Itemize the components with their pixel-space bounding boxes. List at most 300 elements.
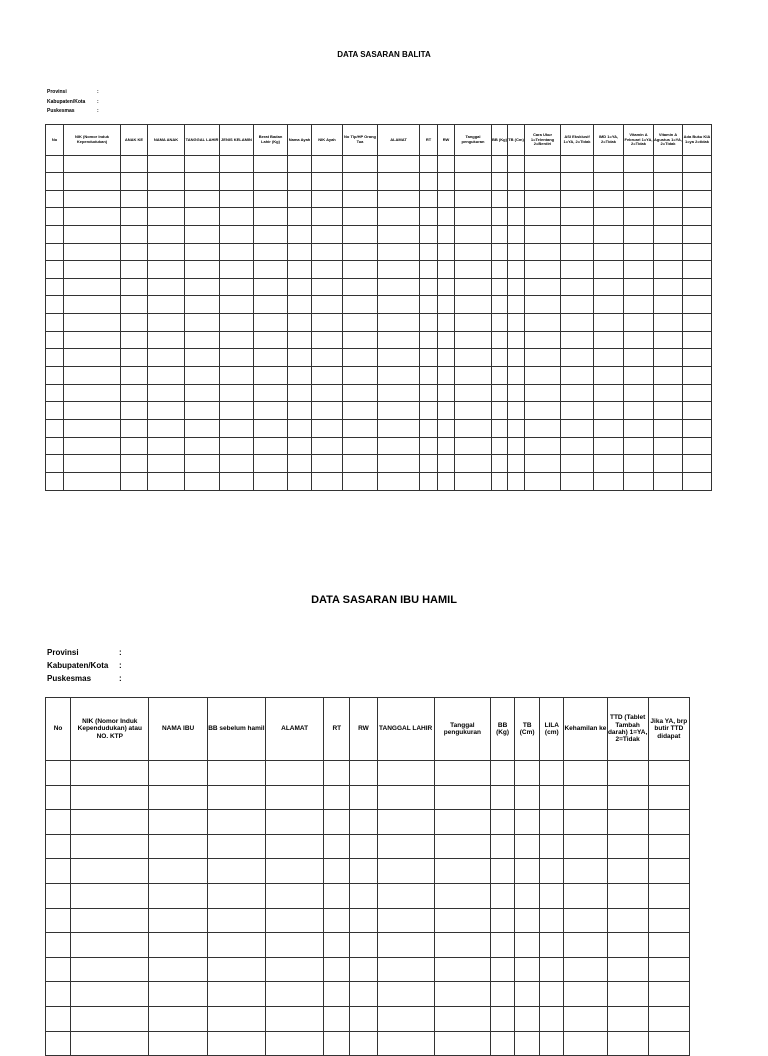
table-cell[interactable] xyxy=(378,437,420,455)
table-cell[interactable] xyxy=(121,314,148,332)
table-cell[interactable] xyxy=(540,761,564,786)
table-cell[interactable] xyxy=(220,225,254,243)
table-cell[interactable] xyxy=(438,402,455,420)
table-cell[interactable] xyxy=(220,296,254,314)
table-cell[interactable] xyxy=(525,156,561,173)
table-cell[interactable] xyxy=(207,982,265,1007)
table-cell[interactable] xyxy=(525,278,561,296)
table-cell[interactable] xyxy=(594,331,624,349)
table-cell[interactable] xyxy=(46,296,64,314)
table-cell[interactable] xyxy=(148,437,185,455)
table-cell[interactable] xyxy=(377,761,434,786)
table-cell[interactable] xyxy=(378,455,420,473)
table-cell[interactable] xyxy=(561,455,594,473)
table-cell[interactable] xyxy=(508,243,525,261)
table-cell[interactable] xyxy=(46,243,64,261)
table-cell[interactable] xyxy=(683,296,712,314)
table-cell[interactable] xyxy=(492,472,508,490)
table-cell[interactable] xyxy=(343,296,378,314)
table-cell[interactable] xyxy=(455,296,492,314)
table-cell[interactable] xyxy=(648,859,689,884)
table-cell[interactable] xyxy=(540,982,564,1007)
table-cell[interactable] xyxy=(121,384,148,402)
table-cell[interactable] xyxy=(46,261,64,279)
table-cell[interactable] xyxy=(648,785,689,810)
table-cell[interactable] xyxy=(654,190,683,208)
table-cell[interactable] xyxy=(515,883,540,908)
table-cell[interactable] xyxy=(540,933,564,958)
table-cell[interactable] xyxy=(266,982,324,1007)
table-cell[interactable] xyxy=(377,810,434,835)
table-cell[interactable] xyxy=(492,296,508,314)
table-cell[interactable] xyxy=(540,785,564,810)
table-cell[interactable] xyxy=(607,908,648,933)
table-cell[interactable] xyxy=(624,173,654,191)
table-cell[interactable] xyxy=(220,190,254,208)
table-cell[interactable] xyxy=(288,331,312,349)
table-cell[interactable] xyxy=(492,190,508,208)
table-cell[interactable] xyxy=(149,957,207,982)
table-cell[interactable] xyxy=(564,859,607,884)
table-cell[interactable] xyxy=(207,933,265,958)
table-cell[interactable] xyxy=(564,957,607,982)
table-cell[interactable] xyxy=(438,437,455,455)
table-cell[interactable] xyxy=(350,1006,377,1031)
table-cell[interactable] xyxy=(343,261,378,279)
table-cell[interactable] xyxy=(434,908,490,933)
table-cell[interactable] xyxy=(377,834,434,859)
table-cell[interactable] xyxy=(648,883,689,908)
table-cell[interactable] xyxy=(148,261,185,279)
table-cell[interactable] xyxy=(64,331,121,349)
table-cell[interactable] xyxy=(455,156,492,173)
table-cell[interactable] xyxy=(254,472,288,490)
table-cell[interactable] xyxy=(540,883,564,908)
table-cell[interactable] xyxy=(148,455,185,473)
table-cell[interactable] xyxy=(564,834,607,859)
table-cell[interactable] xyxy=(71,982,149,1007)
table-cell[interactable] xyxy=(564,761,607,786)
table-cell[interactable] xyxy=(525,472,561,490)
table-cell[interactable] xyxy=(220,367,254,385)
table-cell[interactable] xyxy=(312,349,343,367)
table-cell[interactable] xyxy=(254,156,288,173)
table-cell[interactable] xyxy=(420,296,438,314)
table-cell[interactable] xyxy=(508,278,525,296)
table-cell[interactable] xyxy=(254,208,288,226)
table-cell[interactable] xyxy=(220,437,254,455)
table-cell[interactable] xyxy=(491,957,515,982)
table-cell[interactable] xyxy=(148,225,185,243)
table-cell[interactable] xyxy=(683,190,712,208)
table-cell[interactable] xyxy=(438,419,455,437)
table-cell[interactable] xyxy=(540,957,564,982)
table-cell[interactable] xyxy=(594,419,624,437)
table-cell[interactable] xyxy=(312,208,343,226)
table-cell[interactable] xyxy=(64,384,121,402)
table-cell[interactable] xyxy=(378,349,420,367)
table-cell[interactable] xyxy=(561,296,594,314)
table-cell[interactable] xyxy=(220,261,254,279)
table-cell[interactable] xyxy=(377,1031,434,1056)
table-cell[interactable] xyxy=(492,367,508,385)
table-cell[interactable] xyxy=(254,261,288,279)
table-cell[interactable] xyxy=(434,982,490,1007)
table-cell[interactable] xyxy=(312,296,343,314)
table-cell[interactable] xyxy=(266,883,324,908)
table-cell[interactable] xyxy=(288,225,312,243)
table-cell[interactable] xyxy=(564,1031,607,1056)
table-cell[interactable] xyxy=(648,908,689,933)
table-cell[interactable] xyxy=(46,278,64,296)
table-cell[interactable] xyxy=(350,761,377,786)
table-cell[interactable] xyxy=(288,243,312,261)
table-cell[interactable] xyxy=(46,402,64,420)
table-cell[interactable] xyxy=(564,1006,607,1031)
table-cell[interactable] xyxy=(683,419,712,437)
table-cell[interactable] xyxy=(343,419,378,437)
table-cell[interactable] xyxy=(492,455,508,473)
table-cell[interactable] xyxy=(324,834,350,859)
table-cell[interactable] xyxy=(654,472,683,490)
table-cell[interactable] xyxy=(624,190,654,208)
table-cell[interactable] xyxy=(525,243,561,261)
table-cell[interactable] xyxy=(288,156,312,173)
table-cell[interactable] xyxy=(288,455,312,473)
table-cell[interactable] xyxy=(185,384,220,402)
table-cell[interactable] xyxy=(607,810,648,835)
table-cell[interactable] xyxy=(420,190,438,208)
table-cell[interactable] xyxy=(654,225,683,243)
table-cell[interactable] xyxy=(683,367,712,385)
table-cell[interactable] xyxy=(455,419,492,437)
table-cell[interactable] xyxy=(378,225,420,243)
table-cell[interactable] xyxy=(343,455,378,473)
table-cell[interactable] xyxy=(46,883,71,908)
table-cell[interactable] xyxy=(508,455,525,473)
table-cell[interactable] xyxy=(266,1031,324,1056)
table-cell[interactable] xyxy=(220,402,254,420)
table-cell[interactable] xyxy=(71,810,149,835)
table-cell[interactable] xyxy=(71,859,149,884)
table-cell[interactable] xyxy=(312,243,343,261)
table-cell[interactable] xyxy=(624,455,654,473)
table-cell[interactable] xyxy=(288,173,312,191)
table-cell[interactable] xyxy=(508,314,525,332)
table-cell[interactable] xyxy=(491,859,515,884)
table-cell[interactable] xyxy=(420,208,438,226)
table-cell[interactable] xyxy=(624,331,654,349)
table-cell[interactable] xyxy=(508,384,525,402)
table-cell[interactable] xyxy=(324,957,350,982)
table-cell[interactable] xyxy=(455,243,492,261)
table-cell[interactable] xyxy=(438,367,455,385)
table-cell[interactable] xyxy=(508,419,525,437)
table-cell[interactable] xyxy=(312,261,343,279)
table-cell[interactable] xyxy=(220,243,254,261)
table-cell[interactable] xyxy=(121,190,148,208)
table-cell[interactable] xyxy=(455,472,492,490)
table-cell[interactable] xyxy=(624,243,654,261)
table-cell[interactable] xyxy=(683,472,712,490)
table-cell[interactable] xyxy=(492,208,508,226)
table-cell[interactable] xyxy=(266,1006,324,1031)
table-cell[interactable] xyxy=(434,785,490,810)
table-cell[interactable] xyxy=(64,243,121,261)
table-cell[interactable] xyxy=(207,834,265,859)
table-cell[interactable] xyxy=(508,331,525,349)
table-cell[interactable] xyxy=(607,785,648,810)
table-cell[interactable] xyxy=(64,261,121,279)
table-cell[interactable] xyxy=(343,156,378,173)
table-cell[interactable] xyxy=(420,402,438,420)
table-cell[interactable] xyxy=(508,208,525,226)
table-cell[interactable] xyxy=(185,314,220,332)
table-cell[interactable] xyxy=(508,173,525,191)
table-cell[interactable] xyxy=(343,437,378,455)
table-cell[interactable] xyxy=(378,243,420,261)
table-cell[interactable] xyxy=(491,810,515,835)
table-cell[interactable] xyxy=(561,331,594,349)
table-cell[interactable] xyxy=(377,883,434,908)
table-cell[interactable] xyxy=(378,419,420,437)
table-cell[interactable] xyxy=(564,982,607,1007)
table-cell[interactable] xyxy=(312,278,343,296)
table-cell[interactable] xyxy=(121,156,148,173)
table-cell[interactable] xyxy=(515,1006,540,1031)
table-cell[interactable] xyxy=(350,810,377,835)
table-cell[interactable] xyxy=(343,173,378,191)
table-cell[interactable] xyxy=(207,810,265,835)
table-cell[interactable] xyxy=(607,761,648,786)
table-cell[interactable] xyxy=(64,349,121,367)
table-cell[interactable] xyxy=(594,437,624,455)
table-cell[interactable] xyxy=(420,261,438,279)
table-cell[interactable] xyxy=(648,761,689,786)
table-cell[interactable] xyxy=(149,859,207,884)
table-cell[interactable] xyxy=(378,314,420,332)
table-cell[interactable] xyxy=(654,208,683,226)
table-cell[interactable] xyxy=(185,156,220,173)
table-cell[interactable] xyxy=(515,908,540,933)
table-cell[interactable] xyxy=(350,1031,377,1056)
table-cell[interactable] xyxy=(561,402,594,420)
table-cell[interactable] xyxy=(64,156,121,173)
table-cell[interactable] xyxy=(434,810,490,835)
table-cell[interactable] xyxy=(185,402,220,420)
table-cell[interactable] xyxy=(434,859,490,884)
table-cell[interactable] xyxy=(350,859,377,884)
table-cell[interactable] xyxy=(515,1031,540,1056)
table-cell[interactable] xyxy=(438,278,455,296)
table-cell[interactable] xyxy=(508,349,525,367)
table-cell[interactable] xyxy=(207,1031,265,1056)
table-cell[interactable] xyxy=(654,156,683,173)
table-cell[interactable] xyxy=(515,933,540,958)
table-cell[interactable] xyxy=(455,437,492,455)
table-cell[interactable] xyxy=(324,883,350,908)
table-cell[interactable] xyxy=(254,419,288,437)
table-cell[interactable] xyxy=(438,349,455,367)
table-cell[interactable] xyxy=(288,437,312,455)
table-cell[interactable] xyxy=(220,156,254,173)
table-cell[interactable] xyxy=(508,367,525,385)
table-cell[interactable] xyxy=(46,908,71,933)
table-cell[interactable] xyxy=(515,859,540,884)
table-cell[interactable] xyxy=(288,419,312,437)
table-cell[interactable] xyxy=(508,437,525,455)
table-cell[interactable] xyxy=(343,314,378,332)
table-cell[interactable] xyxy=(148,208,185,226)
table-cell[interactable] xyxy=(71,933,149,958)
table-cell[interactable] xyxy=(594,296,624,314)
table-cell[interactable] xyxy=(594,472,624,490)
table-cell[interactable] xyxy=(683,331,712,349)
table-cell[interactable] xyxy=(434,933,490,958)
table-cell[interactable] xyxy=(254,243,288,261)
table-cell[interactable] xyxy=(64,190,121,208)
table-cell[interactable] xyxy=(121,367,148,385)
table-cell[interactable] xyxy=(288,402,312,420)
table-cell[interactable] xyxy=(121,437,148,455)
table-cell[interactable] xyxy=(220,173,254,191)
table-cell[interactable] xyxy=(148,173,185,191)
table-cell[interactable] xyxy=(525,402,561,420)
table-cell[interactable] xyxy=(46,472,64,490)
table-cell[interactable] xyxy=(149,908,207,933)
table-cell[interactable] xyxy=(491,1006,515,1031)
table-cell[interactable] xyxy=(312,419,343,437)
table-cell[interactable] xyxy=(455,349,492,367)
table-cell[interactable] xyxy=(525,437,561,455)
table-cell[interactable] xyxy=(540,908,564,933)
table-cell[interactable] xyxy=(185,190,220,208)
table-cell[interactable] xyxy=(64,314,121,332)
table-cell[interactable] xyxy=(594,243,624,261)
table-cell[interactable] xyxy=(288,190,312,208)
table-cell[interactable] xyxy=(121,331,148,349)
table-cell[interactable] xyxy=(525,314,561,332)
table-cell[interactable] xyxy=(434,834,490,859)
table-cell[interactable] xyxy=(46,455,64,473)
table-cell[interactable] xyxy=(207,785,265,810)
table-cell[interactable] xyxy=(46,982,71,1007)
table-cell[interactable] xyxy=(312,437,343,455)
table-cell[interactable] xyxy=(312,402,343,420)
table-cell[interactable] xyxy=(455,402,492,420)
table-cell[interactable] xyxy=(525,225,561,243)
table-cell[interactable] xyxy=(492,278,508,296)
table-cell[interactable] xyxy=(607,834,648,859)
table-cell[interactable] xyxy=(455,261,492,279)
table-cell[interactable] xyxy=(624,437,654,455)
table-cell[interactable] xyxy=(185,173,220,191)
table-cell[interactable] xyxy=(185,208,220,226)
table-cell[interactable] xyxy=(525,208,561,226)
table-cell[interactable] xyxy=(594,384,624,402)
table-cell[interactable] xyxy=(148,296,185,314)
table-cell[interactable] xyxy=(312,314,343,332)
table-cell[interactable] xyxy=(420,314,438,332)
table-cell[interactable] xyxy=(378,367,420,385)
table-cell[interactable] xyxy=(594,402,624,420)
table-cell[interactable] xyxy=(185,296,220,314)
table-cell[interactable] xyxy=(343,331,378,349)
table-cell[interactable] xyxy=(266,810,324,835)
table-cell[interactable] xyxy=(288,278,312,296)
table-cell[interactable] xyxy=(121,278,148,296)
table-cell[interactable] xyxy=(654,278,683,296)
table-cell[interactable] xyxy=(46,156,64,173)
table-cell[interactable] xyxy=(148,349,185,367)
table-cell[interactable] xyxy=(121,455,148,473)
table-cell[interactable] xyxy=(594,455,624,473)
table-cell[interactable] xyxy=(46,331,64,349)
table-cell[interactable] xyxy=(683,437,712,455)
table-cell[interactable] xyxy=(377,908,434,933)
table-cell[interactable] xyxy=(207,908,265,933)
table-cell[interactable] xyxy=(561,190,594,208)
table-cell[interactable] xyxy=(508,296,525,314)
table-cell[interactable] xyxy=(378,278,420,296)
table-cell[interactable] xyxy=(455,173,492,191)
table-cell[interactable] xyxy=(185,367,220,385)
table-cell[interactable] xyxy=(624,349,654,367)
table-cell[interactable] xyxy=(491,761,515,786)
table-cell[interactable] xyxy=(343,384,378,402)
table-cell[interactable] xyxy=(683,173,712,191)
table-cell[interactable] xyxy=(207,957,265,982)
table-cell[interactable] xyxy=(624,278,654,296)
table-cell[interactable] xyxy=(564,785,607,810)
table-cell[interactable] xyxy=(515,982,540,1007)
table-cell[interactable] xyxy=(377,957,434,982)
table-cell[interactable] xyxy=(648,1006,689,1031)
table-cell[interactable] xyxy=(508,402,525,420)
table-cell[interactable] xyxy=(64,225,121,243)
table-cell[interactable] xyxy=(254,190,288,208)
table-cell[interactable] xyxy=(434,1031,490,1056)
table-cell[interactable] xyxy=(492,349,508,367)
table-cell[interactable] xyxy=(492,225,508,243)
table-cell[interactable] xyxy=(46,785,71,810)
table-cell[interactable] xyxy=(343,472,378,490)
table-cell[interactable] xyxy=(254,278,288,296)
table-cell[interactable] xyxy=(149,982,207,1007)
table-cell[interactable] xyxy=(438,208,455,226)
table-cell[interactable] xyxy=(420,367,438,385)
table-cell[interactable] xyxy=(121,208,148,226)
table-cell[interactable] xyxy=(266,957,324,982)
table-cell[interactable] xyxy=(438,261,455,279)
table-cell[interactable] xyxy=(288,296,312,314)
table-cell[interactable] xyxy=(438,331,455,349)
table-cell[interactable] xyxy=(607,859,648,884)
table-cell[interactable] xyxy=(648,834,689,859)
table-cell[interactable] xyxy=(185,455,220,473)
table-cell[interactable] xyxy=(64,402,121,420)
table-cell[interactable] xyxy=(594,156,624,173)
table-cell[interactable] xyxy=(377,933,434,958)
table-cell[interactable] xyxy=(121,296,148,314)
table-cell[interactable] xyxy=(254,296,288,314)
table-cell[interactable] xyxy=(561,349,594,367)
table-cell[interactable] xyxy=(149,761,207,786)
table-cell[interactable] xyxy=(491,785,515,810)
table-cell[interactable] xyxy=(288,349,312,367)
table-cell[interactable] xyxy=(350,908,377,933)
table-cell[interactable] xyxy=(607,1006,648,1031)
